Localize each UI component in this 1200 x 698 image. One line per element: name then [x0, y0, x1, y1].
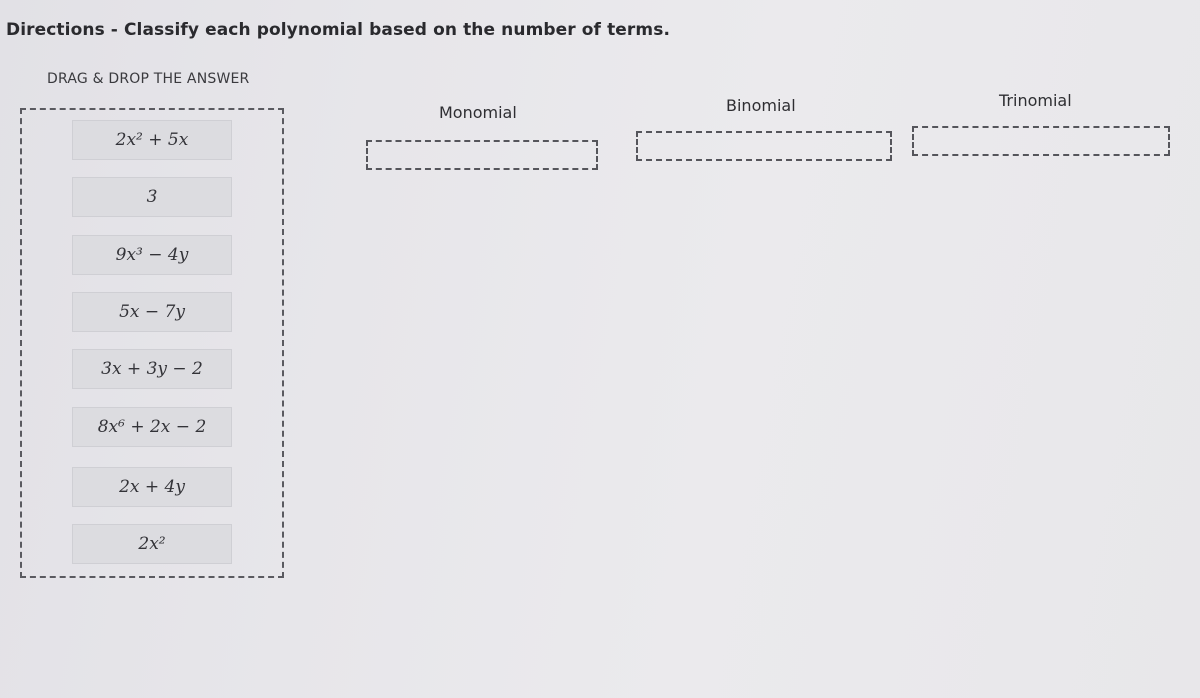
directions-text: Directions - Classify each polynomial based on the number of terms.	[6, 20, 671, 40]
answer-tile[interactable]	[72, 467, 232, 507]
trinomial-label: Trinomial	[999, 91, 1072, 110]
tile-expression: 9x³ − 4y	[115, 245, 189, 265]
monomial-label: Monomial	[439, 103, 517, 122]
tile-expression: 3	[146, 187, 158, 207]
trinomial-dropzone[interactable]	[912, 126, 1170, 156]
tile-expression: 3x + 3y − 2	[101, 359, 203, 379]
answer-tile[interactable]	[72, 292, 232, 332]
answer-tile[interactable]	[72, 524, 232, 564]
monomial-dropzone[interactable]	[366, 140, 598, 170]
answer-tile[interactable]	[72, 120, 232, 160]
answer-tile[interactable]	[72, 235, 232, 275]
binomial-dropzone[interactable]	[636, 131, 892, 161]
drag-drop-label: DRAG & DROP THE ANSWER	[47, 71, 250, 87]
tile-expression: 8x⁶ + 2x − 2	[97, 417, 207, 437]
binomial-label: Binomial	[726, 96, 796, 115]
answer-tile[interactable]	[72, 407, 232, 447]
tile-expression: 2x² + 5x	[115, 130, 189, 150]
tile-expression: 2x²	[138, 534, 166, 554]
answer-tile[interactable]	[72, 349, 232, 389]
tile-expression: 2x + 4y	[119, 477, 185, 497]
answer-tile[interactable]	[72, 177, 232, 217]
tile-expression: 5x − 7y	[119, 302, 185, 322]
